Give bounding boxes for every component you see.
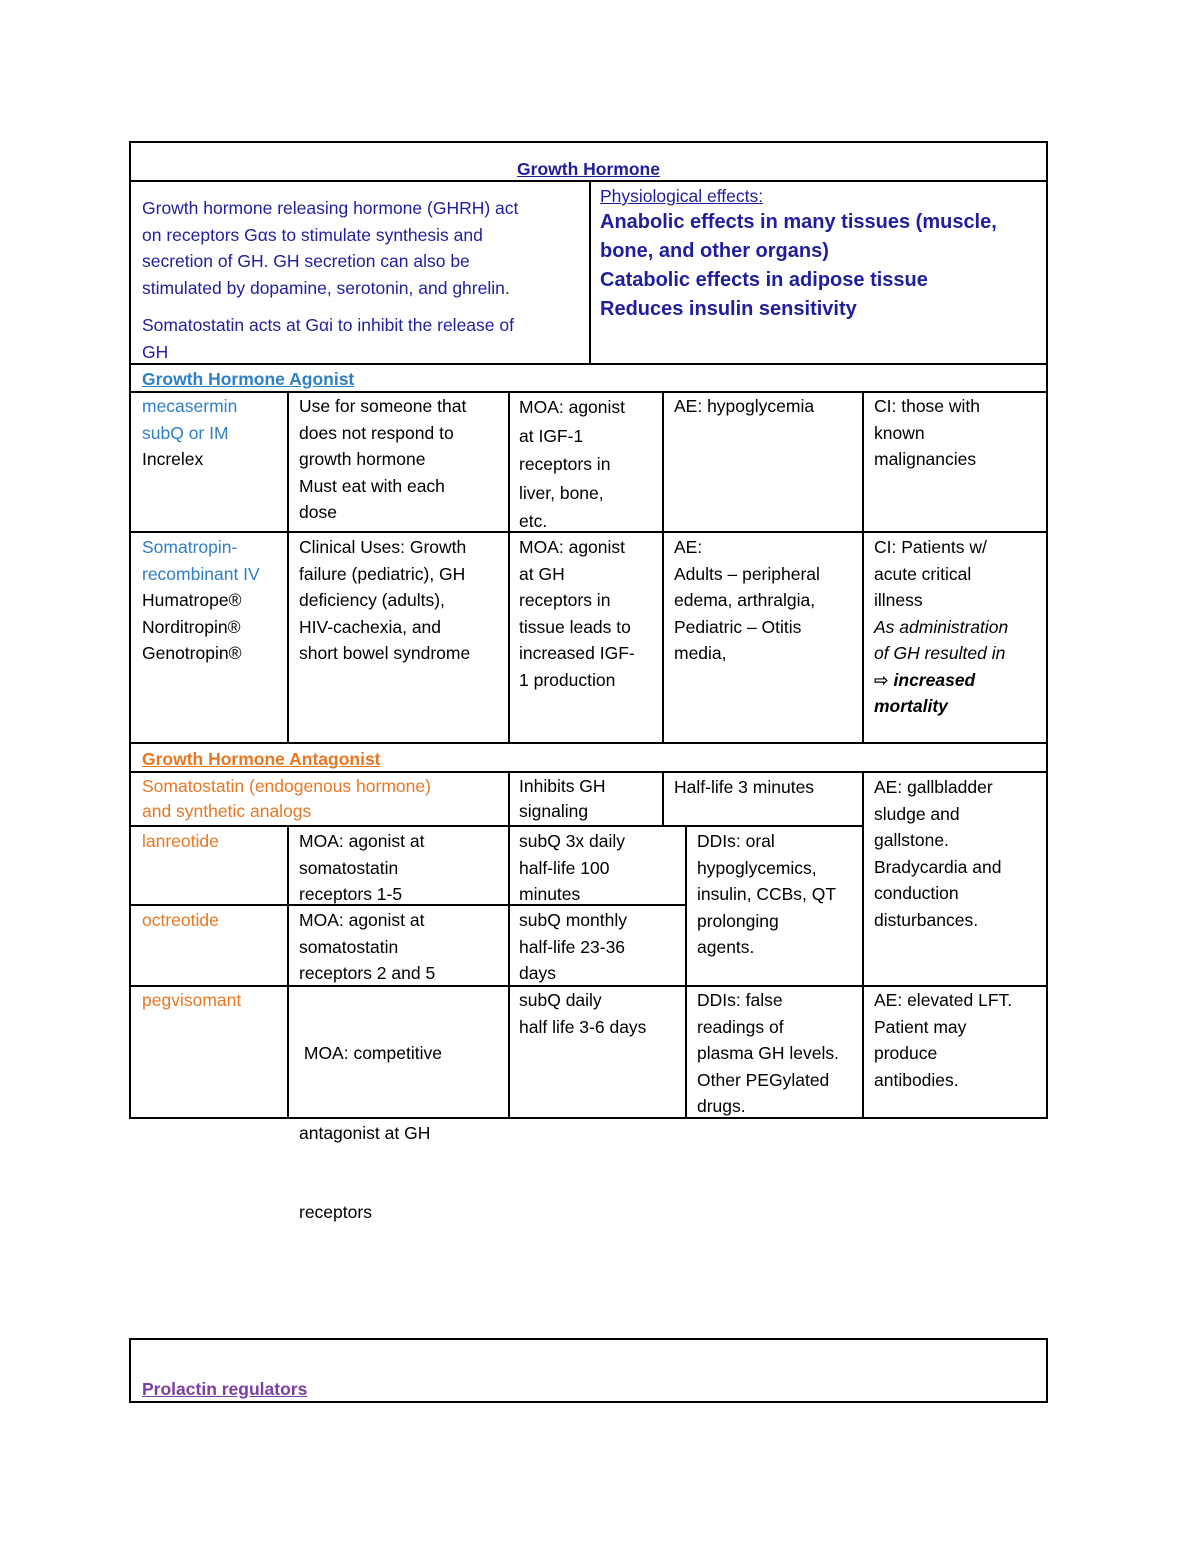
text-line: and synthetic analogs bbox=[142, 801, 312, 821]
somatropin-drug-cell bbox=[142, 534, 260, 667]
text-line: receptors bbox=[299, 1202, 372, 1222]
text-line: insulin, CCBs, QT bbox=[697, 884, 837, 904]
divider bbox=[862, 391, 864, 743]
text-line: sludge and bbox=[874, 803, 960, 824]
text-line: etc. bbox=[519, 511, 548, 531]
text-line: Somatostatin (endogenous hormone) bbox=[142, 776, 431, 796]
somatropin-moa-cell bbox=[519, 534, 635, 693]
brand-name: Increlex bbox=[142, 449, 204, 469]
drug-name: Somatropin- bbox=[142, 537, 238, 557]
somatostatin-halflife-cell: Half-life 3 minutes bbox=[674, 777, 815, 797]
text-line: liver, bone, bbox=[519, 482, 604, 503]
text-line: DDIs: oral bbox=[697, 831, 775, 851]
text-line: Clinical Uses: Growth bbox=[299, 537, 467, 557]
ghrh-description bbox=[142, 195, 518, 301]
text-line: malignancies bbox=[874, 449, 977, 469]
text-line: agents. bbox=[697, 937, 755, 957]
somatropin-ci-cell bbox=[874, 534, 1008, 720]
text-line: MOA: agonist bbox=[519, 537, 626, 557]
text-line: stimulated by dopamine, serotonin, and ghrelin. bbox=[142, 277, 510, 298]
text-line: disturbances. bbox=[874, 909, 979, 930]
text-line: AE: bbox=[674, 537, 703, 557]
text-line: receptors 2 and 5 bbox=[299, 963, 436, 983]
text-line: conduction bbox=[874, 883, 959, 903]
text-line: bone, and other organs) bbox=[600, 240, 829, 262]
text-line: subQ monthly bbox=[519, 910, 627, 930]
page-title: Growth Hormone bbox=[517, 159, 660, 179]
text-line: subQ 3x daily bbox=[519, 831, 626, 851]
text-line: acute critical bbox=[874, 563, 972, 584]
mecasermin-drug-cell bbox=[142, 393, 237, 473]
divider bbox=[862, 771, 864, 1119]
text-line: AE: hypoglycemia bbox=[674, 396, 815, 416]
text-line: signaling bbox=[519, 801, 589, 821]
text-line: MOA: agonist at bbox=[299, 831, 425, 851]
divider bbox=[662, 391, 664, 743]
text-line: Other PEGylated bbox=[697, 1069, 830, 1090]
pegvisomant-ae-cell bbox=[874, 987, 1012, 1093]
lanreotide-moa-cell bbox=[299, 828, 424, 908]
text-line: Patient may bbox=[874, 1016, 967, 1037]
text-line: Somatostatin acts at Gαi to inhibit the release of bbox=[142, 315, 514, 335]
text-line: Anabolic effects in many tissues (muscle, bbox=[600, 211, 997, 233]
text-line: CI: Patients w/ bbox=[874, 537, 987, 557]
somatropin-use-cell bbox=[299, 534, 470, 667]
text-line: antibodies. bbox=[874, 1069, 959, 1090]
text-line: Must eat with each bbox=[299, 475, 445, 496]
text-line: produce bbox=[874, 1043, 938, 1063]
text-line: HIV-cachexia, and bbox=[299, 616, 442, 637]
somatostatin-moa-cell bbox=[519, 774, 606, 824]
text-line: AE: gallbladder bbox=[874, 777, 993, 797]
text-line: MOA: competitive bbox=[299, 1043, 442, 1063]
text-line: tissue leads to bbox=[519, 616, 631, 637]
text-line: 1 production bbox=[519, 669, 616, 690]
octreotide-name: octreotide bbox=[142, 910, 219, 930]
text-line: at IGF-1 bbox=[519, 425, 584, 446]
brand-name: Genotropin® bbox=[142, 643, 242, 663]
mecasermin-ae-cell bbox=[674, 393, 814, 420]
text-line: minutes bbox=[519, 884, 581, 904]
shared-ae-cell bbox=[874, 774, 1001, 933]
divider bbox=[589, 180, 591, 364]
divider bbox=[129, 825, 863, 827]
text-line: media, bbox=[674, 643, 727, 663]
octreotide-dosing-cell bbox=[519, 907, 627, 987]
divider bbox=[662, 771, 664, 826]
text-line: DDIs: false bbox=[697, 990, 783, 1010]
text-line: prolonging bbox=[697, 910, 779, 931]
text-line: gallstone. bbox=[874, 830, 949, 850]
prolactin-heading: Prolactin regulators bbox=[142, 1379, 308, 1399]
route: subQ or IM bbox=[142, 422, 229, 443]
text-line: GH bbox=[142, 341, 169, 362]
divider bbox=[685, 825, 687, 1119]
text-line: at GH bbox=[519, 563, 565, 584]
text-line: on receptors Gαs to stimulate synthesis and bbox=[142, 224, 483, 245]
mecasermin-moa-cell bbox=[519, 393, 625, 536]
text-line: mortality bbox=[874, 696, 948, 716]
text-line: somatostatin bbox=[299, 857, 399, 878]
lanreotide-name: lanreotide bbox=[142, 831, 219, 851]
text-line: increased IGF- bbox=[519, 643, 635, 663]
text-line: Bradycardia and bbox=[874, 856, 1002, 877]
text-line: of GH resulted in bbox=[874, 643, 1006, 663]
text-line: half-life 100 bbox=[519, 857, 610, 878]
agonist-section-heading: Growth Hormone Agonist bbox=[142, 369, 355, 389]
text-line: As administration bbox=[874, 616, 1009, 637]
text-line: dose bbox=[299, 502, 337, 522]
somatostatin-description bbox=[142, 312, 514, 365]
drug-name: mecasermin bbox=[142, 396, 238, 416]
brand-name: Humatrope® bbox=[142, 590, 242, 610]
text-line: Reduces insulin sensitivity bbox=[600, 298, 857, 320]
text-line: antagonist at GH bbox=[299, 1122, 431, 1143]
text-line: does not respond to bbox=[299, 422, 454, 443]
text-line: half life 3-6 days bbox=[519, 1016, 647, 1037]
text-line: edema, arthralgia, bbox=[674, 590, 816, 610]
pegvisomant-name: pegvisomant bbox=[142, 990, 242, 1010]
divider bbox=[287, 825, 289, 1119]
brand-name: Norditropin® bbox=[142, 616, 241, 637]
text-line: hypoglycemics, bbox=[697, 857, 817, 878]
mecasermin-ci-cell bbox=[874, 393, 980, 473]
text-line: MOA: agonist at bbox=[299, 910, 425, 930]
pegvisomant-moa-cell bbox=[299, 987, 442, 1252]
route: recombinant IV bbox=[142, 563, 260, 584]
somatostatin-cell bbox=[142, 774, 431, 824]
text-line: illness bbox=[874, 590, 923, 610]
physiological-effects-heading: Physiological effects: bbox=[600, 186, 764, 206]
text-line: plasma GH levels. bbox=[697, 1043, 839, 1063]
text-line: readings of bbox=[697, 1016, 784, 1037]
pegvisomant-dosing-cell bbox=[519, 987, 646, 1040]
text-line: Catabolic effects in adipose tissue bbox=[600, 269, 928, 291]
antagonist-section-heading: Growth Hormone Antagonist bbox=[142, 749, 381, 769]
text-line: AE: elevated LFT. bbox=[874, 990, 1013, 1010]
text-line: MOA: agonist bbox=[519, 397, 626, 417]
divider bbox=[129, 742, 1048, 744]
text-line: somatostatin bbox=[299, 936, 399, 957]
text-line: CI: those with bbox=[874, 396, 981, 416]
text-line: Inhibits GH bbox=[519, 776, 606, 796]
text-line: Pediatric – Otitis bbox=[674, 616, 802, 637]
text-line: receptors in bbox=[519, 590, 611, 610]
divider bbox=[287, 391, 289, 743]
lanreotide-dosing-cell bbox=[519, 828, 625, 908]
text-line: days bbox=[519, 963, 556, 983]
text-line: secretion of GH. GH secretion can also be bbox=[142, 251, 470, 271]
pegvisomant-ddi-cell bbox=[697, 987, 839, 1120]
text-line: receptors 1-5 bbox=[299, 884, 403, 904]
text-line: known bbox=[874, 422, 925, 443]
text-line: failure (pediatric), GH bbox=[299, 563, 466, 584]
text-line: drugs. bbox=[697, 1096, 746, 1116]
mecasermin-use-cell bbox=[299, 393, 466, 526]
text-line: growth hormone bbox=[299, 449, 426, 469]
physiological-effects-list bbox=[600, 208, 997, 324]
text-line: ⇨ increased bbox=[874, 669, 976, 690]
text-line: Growth hormone releasing hormone (GHRH) act bbox=[142, 198, 519, 218]
text-line: short bowel syndrome bbox=[299, 643, 471, 663]
shared-ddi-cell bbox=[697, 828, 836, 961]
text-line: deficiency (adults), bbox=[299, 590, 445, 610]
text-line: Use for someone that bbox=[299, 396, 467, 416]
octreotide-moa-cell bbox=[299, 907, 435, 987]
text-line: subQ daily bbox=[519, 990, 602, 1010]
somatropin-ae-cell bbox=[674, 534, 820, 667]
text-line: half-life 23-36 bbox=[519, 936, 626, 957]
text-line: Adults – peripheral bbox=[674, 563, 820, 584]
divider bbox=[508, 391, 510, 743]
divider bbox=[508, 771, 510, 1119]
text-line: receptors in bbox=[519, 454, 611, 474]
